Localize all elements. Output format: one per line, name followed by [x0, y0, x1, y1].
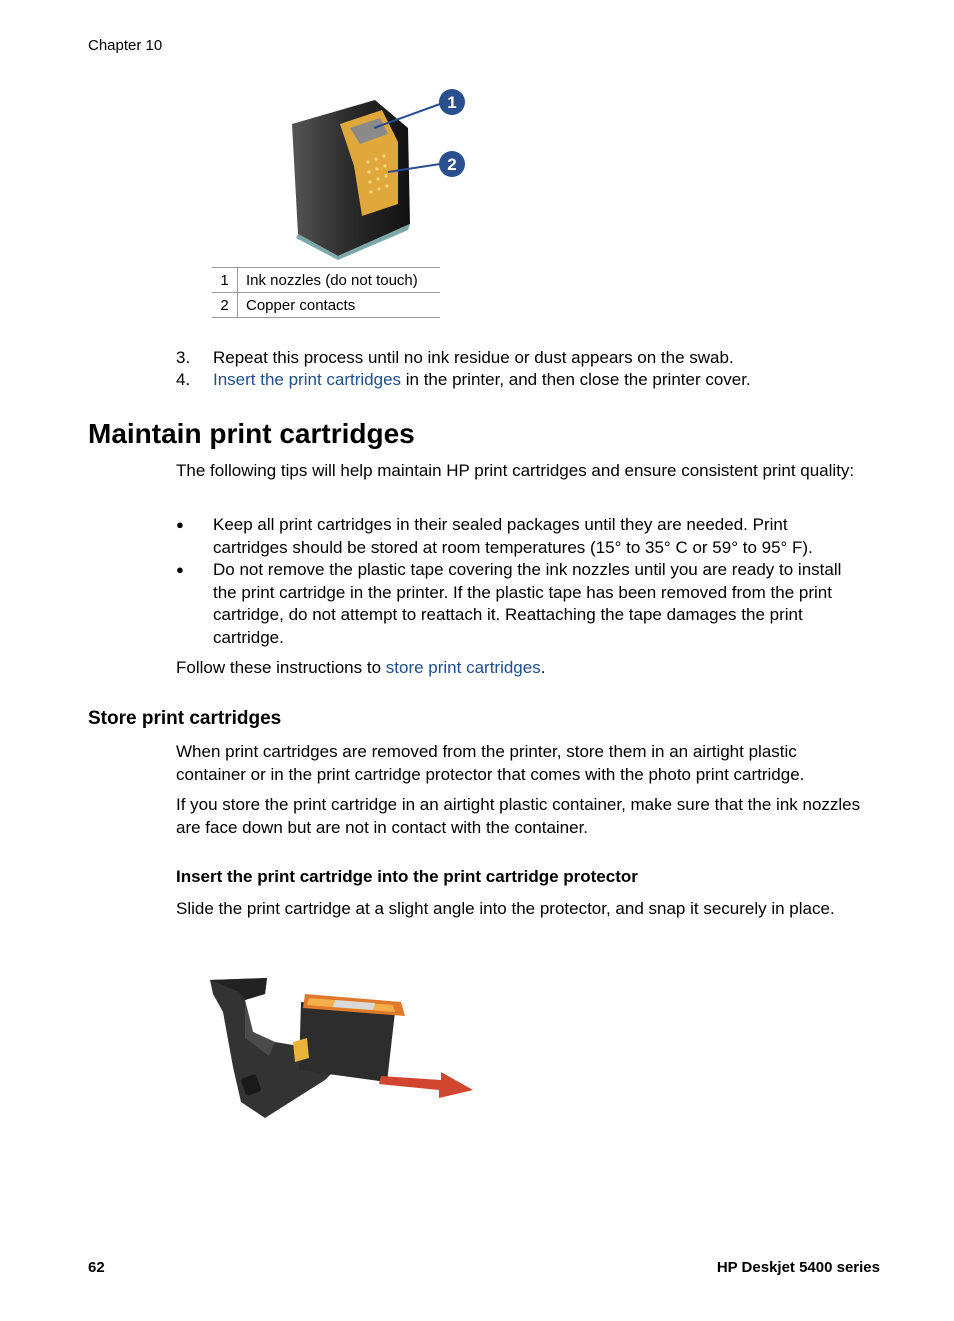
bullet-text: Keep all print cartridges in their sealed packages until they are needed. Print cartridges should be stored at room temperatures (15° to 35° C or 59° to 95° F).: [213, 515, 813, 557]
subsection-para-2: If you store the print cartridge in an airtight plastic container, make sure that the ink nozzles are face down but are not in contact with the container.: [176, 795, 861, 837]
product-name: HP Deskjet 5400 series: [716, 1259, 880, 1276]
cartridge-figure: [280, 84, 480, 260]
step-3: [176, 347, 876, 369]
callout-number: 1: [212, 268, 238, 293]
page-number: 62: [88, 1259, 105, 1276]
direction-arrow: [379, 1072, 473, 1098]
protector-figure: [205, 972, 480, 1122]
step-number: 3.: [176, 348, 191, 367]
follow-suffix: .: [540, 658, 546, 677]
step-text: [213, 369, 751, 391]
store-cartridges-link[interactable]: store print cartridges: [385, 658, 541, 677]
section-title: Maintain print cartridges: [88, 418, 415, 449]
bullet-dot-icon: ●: [176, 517, 184, 532]
callout-badge-1-text: 1: [447, 93, 457, 112]
bullet-dot-icon: ●: [176, 562, 184, 577]
procedure-text: Slide the print cartridge at a slight angle into the protector, and snap it securely in place.: [176, 899, 835, 918]
bullet-item: [176, 559, 866, 649]
chapter-label: Chapter 10: [88, 37, 163, 54]
subsection-para-1: When print cartridges are removed from the printer, store them in an airtight plastic container or in the print cartridge protector that comes with the photo print cartridge.: [176, 742, 805, 784]
procedure-title: Insert the print cartridge into the print cartridge protector: [176, 867, 638, 886]
follow-instructions: [176, 657, 866, 680]
table-row: [212, 293, 440, 318]
step-text: Repeat this process until no ink residue or dust appears on the swab.: [213, 348, 734, 367]
callout-table: [212, 267, 440, 318]
callout-label: Ink nozzles (do not touch): [238, 268, 441, 293]
step-number: 4.: [176, 370, 191, 389]
copper-contacts-area: [293, 1038, 309, 1062]
step-text-rest: in the printer, and then close the printer cover.: [401, 370, 751, 389]
follow-prefix: Follow these instructions to: [176, 658, 386, 677]
table-row: [212, 268, 440, 293]
subsection-title: Store print cartridges: [88, 708, 282, 729]
insert-cartridges-link[interactable]: Insert the print cartridges: [213, 370, 402, 389]
callout-badge-2-text: 2: [447, 155, 457, 174]
bullet-text: Do not remove the plastic tape covering the ink nozzles until you are ready to install the print cartridge in the printer. If the plastic tape has been removed from the print cartridge, do not attempt to reattach it. Reattaching the tape damages the print cartridge.: [213, 560, 842, 647]
step-4: [176, 369, 876, 391]
callout-label: Copper contacts: [238, 293, 441, 318]
section-intro: The following tips will help maintain HP print cartridges and ensure consistent print quality:: [176, 461, 855, 480]
callout-number: 2: [212, 293, 238, 318]
bullet-item: [176, 514, 866, 559]
